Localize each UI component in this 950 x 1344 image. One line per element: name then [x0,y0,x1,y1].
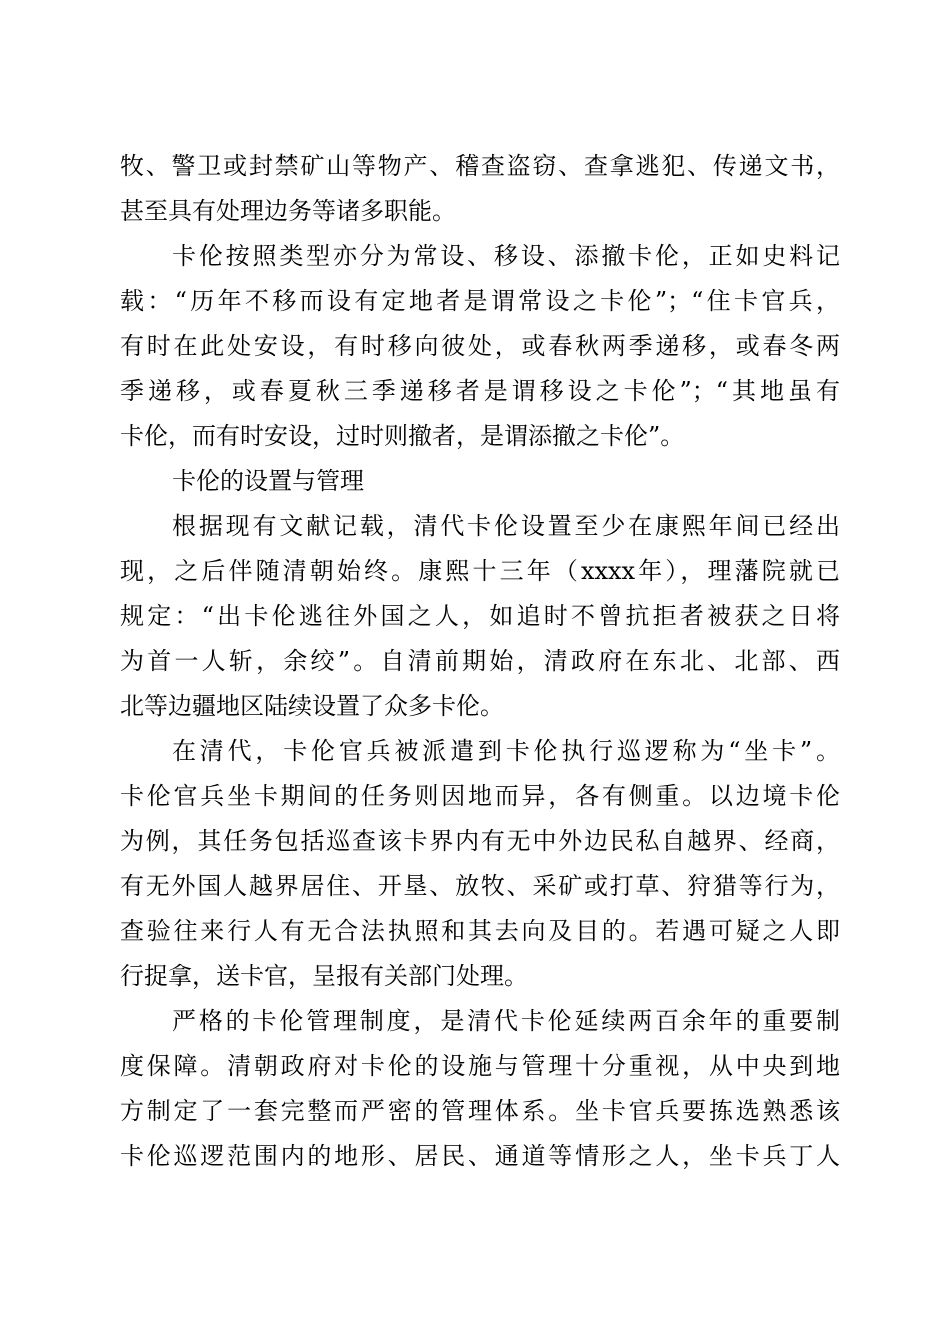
text-line: 有时在此处安设，有时移向彼处，或春秋两季递移，或春冬两 [120,332,840,360]
text-line: 根据现有文献记载，清代卡伦设置至少在康熙年间已经出 [172,512,840,540]
text-line: 季递移，或春夏秋三季递移者是谓移设之卡伦”；“其地虽有 [120,377,840,405]
paragraph-establishment [120,504,840,729]
text-line: 方制定了一套完整而严密的管理体系。坐卡官兵要拣选熟悉该 [120,1097,840,1125]
text-line: 北等边疆地区陆续设置了众多卡伦。 [120,692,504,720]
text-line: 行捉拿，送卡官，呈报有关部门处理。 [120,962,528,990]
paragraph-zuoka-duties [120,729,840,999]
text-line: 在清代，卡伦官兵被派遣到卡伦执行巡逻称为“坐卡”。 [172,737,840,765]
text-line: 卡伦官兵坐卡期间的任务则因地而异，各有侧重。以边境卡伦 [120,782,840,810]
text-line: 牧、警卫或封禁矿山等物产、稽查盗窃、查拿逃犯、传递文书， [120,152,840,180]
document-body [120,144,840,1179]
text-line: 为例，其任务包括巡查该卡界内有无中外边民私自越界、经商， [120,827,840,855]
section-heading [120,459,840,504]
text-line: 现，之后伴随清朝始终。康熙十三年（xxxx年），理藩院就已 [120,557,840,585]
paragraph-management-system [120,999,840,1179]
text-line: 有无外国人越界居住、开垦、放牧、采矿或打草、狩猎等行为， [120,872,840,900]
text-line: 卡伦按照类型亦分为常设、移设、添撤卡伦，正如史料记 [172,242,840,270]
text-line: 卡伦，而有时安设，过时则撤者，是谓添撤之卡伦”。 [120,422,685,450]
text-line: 为首一人斩，余绞”。自清前期始，清政府在东北、北部、西 [120,647,840,675]
text-line: 查验往来行人有无合法执照和其去向及目的。若遇可疑之人即 [120,917,840,945]
text-line: 规定：“出卡伦逃往外国之人，如追时不曾抗拒者被获之日将 [120,602,840,630]
text-line: 度保障。清朝政府对卡伦的设施与管理十分重视，从中央到地 [120,1052,840,1080]
text-line: 卡伦巡逻范围内的地形、居民、通道等情形之人，坐卡兵丁人 [120,1142,840,1170]
section-heading-text: 卡伦的设置与管理 [172,467,364,495]
paragraph-continued-duties [120,144,840,234]
text-line: 甚至具有处理边务等诸多职能。 [120,197,456,225]
paragraph-karun-types [120,234,840,459]
text-line: 载：“历年不移而设有定地者是谓常设之卡伦”；“住卡官兵， [120,287,840,315]
text-line: 严格的卡伦管理制度，是清代卡伦延续两百余年的重要制 [172,1007,840,1035]
